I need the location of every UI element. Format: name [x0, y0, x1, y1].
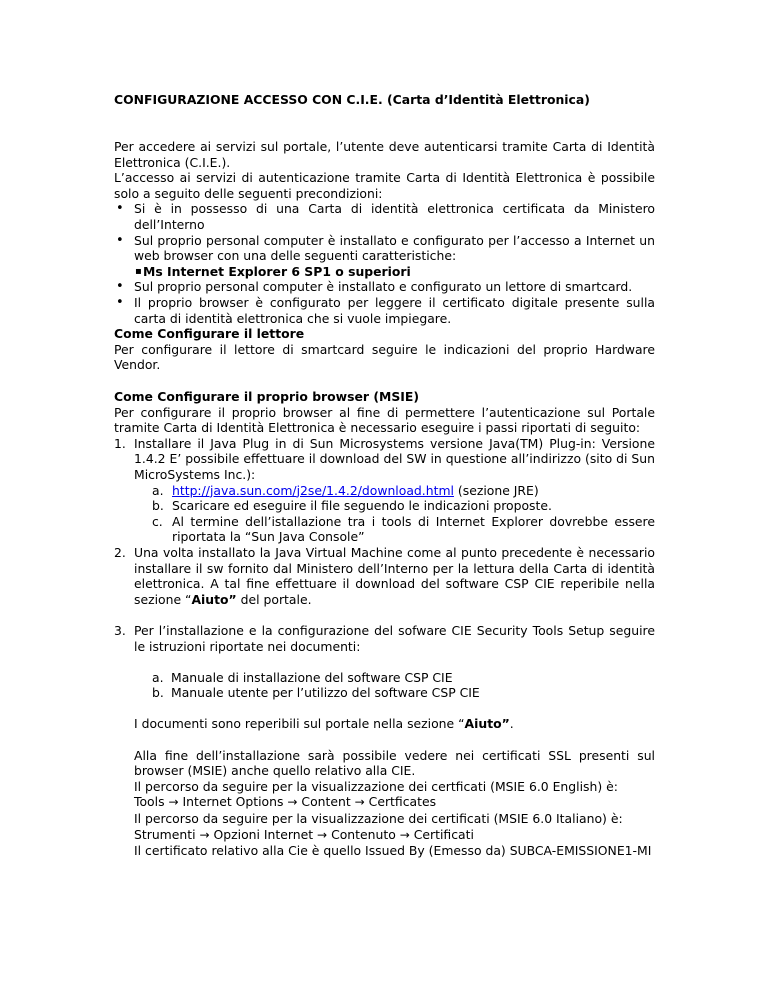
sub-step-item — [114, 498, 655, 514]
sub-step-item — [114, 483, 655, 499]
list-item — [114, 233, 655, 264]
reader-paragraph: Per configurare il lettore di smartcard seguire le indicazioni del proprio Hardware Vendor. — [114, 341, 655, 373]
final-paragraph-4: Il certificato relativo alla Cie è quello Issued By (Emesso da) SUBCA-EMISSIONE1-MI — [134, 843, 652, 859]
sub-step-text: Manuale utente per l’utilizzo del software CSP CIE — [171, 685, 480, 701]
bullet-icon: • — [116, 201, 124, 217]
sub-step-label: b. — [152, 685, 164, 701]
list-item — [114, 201, 655, 232]
step-item — [114, 623, 655, 654]
path-italian: Strumenti → Opzioni Internet → Contenuto → Certificati — [134, 826, 474, 842]
sub-step-group — [114, 670, 655, 701]
intro-paragraph-2: L’accesso ai servizi di autenticazione tramite Carta di Identità Elettronica è possibile solo a seguito delle seguenti precondizioni: — [114, 170, 655, 201]
step-number: 3. — [114, 622, 126, 638]
final-notes — [114, 748, 655, 859]
step-item — [114, 436, 655, 483]
java-download-link[interactable]: http://java.sun.com/j2se/1.4.2/download.html — [172, 482, 454, 498]
sub-step-label: a. — [152, 669, 164, 685]
sub-step-label: c. — [152, 513, 163, 529]
square-bullet-icon: ▪ — [135, 265, 142, 277]
step-text: Una volta installato la Java Virtual Machine come al punto precedente è necessario installare il sw fornito dal Ministero dell’Interno per la lettura della Carta di identità elettronica. A tal fine effettuare il download del software CSP CIE reperibile nella sezione “ — [134, 544, 655, 607]
arrow-right-icon: → — [354, 795, 365, 810]
step-number: 2. — [114, 544, 126, 560]
sub-list-item — [114, 264, 655, 280]
list-item-text: Sul proprio personal computer è installato e configurato un lettore di smartcard. — [134, 279, 633, 295]
step-text: Per l’installazione e la configurazione del sofware CIE Security Tools Setup seguire le istruzioni riportate nei documenti: — [134, 622, 655, 654]
sub-step-item — [114, 670, 655, 686]
section-heading: Come Configurare il lettore — [114, 326, 305, 341]
browser-paragraph: Per configurare il proprio browser al fine di permettere l’autenticazione sul Portale tramite Carta di Identità Elettronica è necessario eseguire i passi riportati di seguito: — [114, 404, 655, 436]
arrow-right-icon: → — [317, 827, 328, 842]
sub-step-text: Scaricare ed eseguire il file seguendo le indicazioni proposte. — [172, 498, 552, 514]
list-item-text: Sul proprio personal computer è installato e configurato per l’accesso a Internet un web browser con una delle seguenti caratteristiche: — [134, 232, 655, 264]
arrow-right-icon: → — [287, 795, 298, 810]
step-text-bold: Aiuto” — [191, 591, 237, 607]
path-english: Tools → Internet Options → Content → Certficates — [134, 794, 437, 810]
bullet-icon: • — [116, 279, 124, 295]
reader-section — [114, 326, 655, 373]
sub-step-text: Al termine dell’istallazione tra i tools di Internet Explorer dovrebbe essere riportata la “Sun Java Console” — [172, 513, 655, 545]
final-paragraph-1: Alla fine dell’installazione sarà possibile vedere nei certificati SSL presenti sul browser (MSIE) anche quello relativo alla CIE. — [134, 747, 655, 779]
sub-step-text: Manuale di installazione del software CSP CIE — [171, 669, 453, 685]
page-title: CONFIGURAZIONE ACCESSO CON C.I.E. (Carta d’Identità Elettronica) — [114, 92, 590, 107]
sub-list-item-text: Ms Internet Explorer 6 SP1 o superiori — [143, 263, 411, 279]
sub-step-label: a. — [152, 482, 164, 498]
sub-step-text: (sezione JRE) — [453, 482, 539, 498]
sub-step-item — [114, 514, 655, 545]
sub-step-item — [114, 685, 655, 701]
step-item — [114, 545, 655, 607]
step-number: 1. — [114, 435, 126, 451]
browser-section — [114, 389, 655, 859]
intro-paragraph-1: Per accedere ai servizi sul portale, l’utente deve autenticarsi tramite Carta di Identità Elettronica (C.I.E.). — [114, 139, 655, 170]
step-text: Installare il Java Plug in di Sun Microsystems versione Java(TM) Plug-in: Versione 1.4.2 E’ possibile effettuare il download del SW in questione all’indirizzo (sito di Sun MicroSystems Inc.): — [134, 435, 655, 482]
list-item-text: Il proprio browser è configurato per leggere il certificato digitale presente sulla carta di identità elettronica che si vuole impiegare. — [134, 294, 655, 326]
list-item — [114, 295, 655, 326]
arrow-right-icon: → — [168, 795, 179, 810]
arrow-right-icon: → — [199, 827, 210, 842]
arrow-right-icon: → — [399, 827, 410, 842]
bullet-icon: • — [116, 232, 124, 248]
bullet-icon: • — [116, 294, 124, 310]
list-item-text: Si è in possesso di una Carta di identità elettronica certificata da Ministero dell’Interno — [134, 201, 655, 232]
docs-paragraph: I documenti sono reperibili sul portale nella sezione “Aiuto”. — [134, 716, 514, 732]
section-heading: Come Configurare il proprio browser (MSIE) — [114, 389, 419, 404]
final-paragraph-2: Il percorso da seguire per la visualizzazione dei certficati (MSIE 6.0 English) è: — [134, 778, 618, 794]
final-paragraph-3: Il percorso da seguire per la visualizzazione dei certificati (MSIE 6.0 Italiano) è: — [134, 811, 623, 827]
sub-step-label: b. — [152, 498, 164, 514]
step-text: del portale. — [236, 591, 312, 607]
list-item — [114, 279, 655, 295]
intro-section — [114, 139, 655, 326]
